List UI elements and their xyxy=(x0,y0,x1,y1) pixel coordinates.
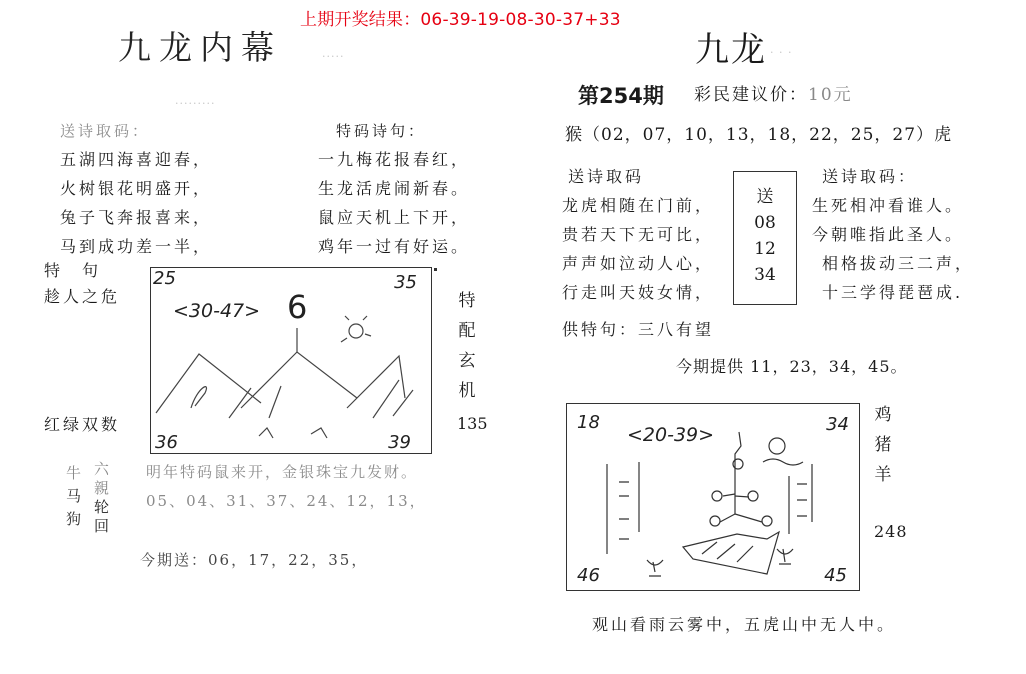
last-draw-banner xyxy=(300,5,621,30)
left-side-vertical xyxy=(457,286,477,406)
left-faint-line: ········· xyxy=(175,97,216,110)
right-poem-left xyxy=(562,162,714,307)
left-send-poem-heading: 送诗取码： xyxy=(60,122,151,140)
zodiac-end: 虎 xyxy=(934,125,953,145)
right-faint-subtitle: · · · xyxy=(770,46,793,59)
poem-line: 鼠应天机上下开， xyxy=(318,208,471,227)
send-box-number: 34 xyxy=(754,265,776,285)
price-value: 10元 xyxy=(808,85,853,105)
sketch-bottom-right-number: 45 xyxy=(824,565,847,586)
sketch-top-left-number: 18 xyxy=(577,412,600,433)
left-side-number: 135 xyxy=(457,414,488,433)
right-poem-right xyxy=(812,162,974,307)
right-poem-left-heading: 送诗取码 xyxy=(568,167,645,186)
side-char: 玄 xyxy=(458,351,476,371)
poem-line: 相格拔动三二声， xyxy=(822,254,975,273)
left-send-poem xyxy=(60,120,212,261)
side-char: 羊 xyxy=(874,465,892,485)
left-today-send: 今期送：06，17，22，35， xyxy=(140,551,369,569)
poem-line: 声声如泣动人心， xyxy=(562,254,715,273)
zodiac-start: 猴 xyxy=(565,125,583,145)
last-draw-label: 上期开奖结果： xyxy=(300,10,421,30)
poem-line: 火树银花明盛开， xyxy=(60,179,213,198)
sketch-range: <30-47> xyxy=(173,300,261,322)
side-char: 机 xyxy=(458,381,476,401)
mountain-sketch-icon xyxy=(151,268,431,453)
left-title: 九龙内幕 xyxy=(118,28,282,67)
wheel-char: 回 xyxy=(94,517,110,535)
poem-line: 龙虎相随在门前， xyxy=(562,196,715,215)
right-side-number: 248 xyxy=(874,522,908,541)
left-special-label: 特 句 xyxy=(44,261,102,280)
poem-line: 鸡年一过有好运。 xyxy=(318,237,471,256)
send-box-label: 送 xyxy=(756,187,774,207)
poem-line: 马到成功差一半， xyxy=(60,237,213,256)
wheel-char: 六 xyxy=(94,460,110,478)
dot-mark xyxy=(434,268,437,271)
right-sketch-box xyxy=(566,403,860,591)
left-red-green: 红绿双数 xyxy=(44,415,121,434)
last-draw-numbers: 06-39-19-08-30-37+33 xyxy=(420,10,621,30)
zodiac-char: 狗 xyxy=(66,510,82,528)
poem-line: 兔子飞奔报喜来， xyxy=(60,208,213,227)
poem-line: 五湖四海喜迎春， xyxy=(60,150,213,169)
sketch-center-number: 6 xyxy=(287,288,308,326)
poem-line: 今朝唯指此圣人。 xyxy=(812,225,965,244)
poem-line: 行走叫天妓女情， xyxy=(562,283,715,302)
poem-line: 生死相冲看谁人。 xyxy=(812,196,965,215)
plant-sketch-icon xyxy=(567,404,859,590)
poem-line: 贵若天下无可比， xyxy=(562,225,715,244)
side-char: 特 xyxy=(458,291,476,311)
left-zodiac-column xyxy=(66,462,81,531)
left-special-poem xyxy=(318,120,470,261)
sketch-top-right-number: 35 xyxy=(394,272,417,293)
send-box-number: 08 xyxy=(754,213,776,233)
zodiac-number-line xyxy=(565,120,952,145)
side-char: 鸡 xyxy=(874,405,892,425)
sketch-bottom-left-number: 46 xyxy=(577,565,600,586)
poem-line: 十三学得琵琶成. xyxy=(822,283,964,302)
sketch-top-left-number: 25 xyxy=(153,268,176,289)
sketch-bottom-left-number: 36 xyxy=(155,432,178,453)
poem-line: 生龙活虎闹新春。 xyxy=(318,179,471,198)
left-hint-line: 明年特码鼠来开，金银珠宝九发财。 xyxy=(146,463,419,481)
suggested-price xyxy=(694,80,853,105)
poem-line: 一九梅花报春红， xyxy=(318,150,471,169)
left-special-poem-heading: 特码诗句： xyxy=(336,122,427,140)
right-title: 九龙 xyxy=(695,30,767,70)
left-sketch-box xyxy=(150,267,432,454)
sketch-range: <20-39> xyxy=(627,424,715,446)
send-box-number: 12 xyxy=(754,239,776,259)
left-special-value: 趁人之危 xyxy=(44,287,121,306)
zodiac-char: 马 xyxy=(66,487,82,505)
price-label: 彩民建议价： xyxy=(694,85,808,105)
side-char: 配 xyxy=(458,321,476,341)
left-faint-subtitle: ····· xyxy=(322,50,345,63)
zodiac-numbers: （02，07，10，13，18，22，25，27） xyxy=(583,125,935,145)
today-offer: 今期提供 11，23，34，45。 xyxy=(676,357,908,376)
right-special-phrase: 供特句：三八有望 xyxy=(562,320,715,339)
right-poem-right-heading: 送诗取码： xyxy=(822,167,918,186)
sketch-bottom-right-number: 39 xyxy=(388,432,411,453)
send-box xyxy=(733,171,797,305)
zodiac-char: 牛 xyxy=(66,464,82,482)
footer-poem: 观山看雨云雾中，五虎山中无人中。 xyxy=(592,615,897,634)
wheel-char: 親 xyxy=(94,479,110,497)
sketch-top-right-number: 34 xyxy=(826,414,849,435)
right-side-vertical xyxy=(873,400,893,490)
left-wheel-column xyxy=(94,460,109,536)
wheel-char: 轮 xyxy=(94,498,110,516)
side-char: 猪 xyxy=(874,435,892,455)
left-numbers-line: 05、04、31、37、24、12，13， xyxy=(146,492,427,510)
issue-number: 第254期 xyxy=(578,84,664,108)
